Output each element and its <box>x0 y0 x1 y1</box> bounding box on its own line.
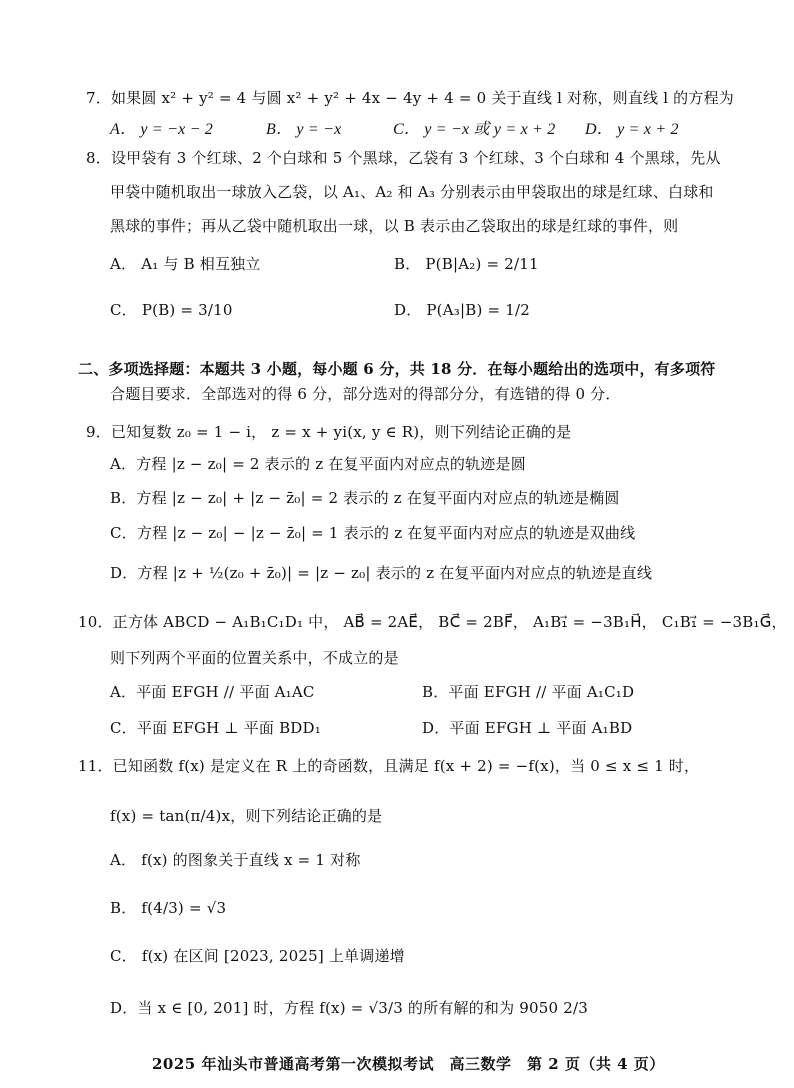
question-11-stem-line-1: 11．已知函数 f(x) 是定义在 R 上的奇函数，且满足 f(x + 2) = −f(x)，当 0 ≤ x ≤ 1 时， <box>78 757 700 775</box>
question-8-option-b: B． P(B|A₂) = 2/11 <box>394 255 539 273</box>
question-11-stem-line-2: f(x) = tan(π/4)x，则下列结论正确的是 <box>110 807 383 825</box>
question-9-option-c: C．方程 |z − z₀| − |z − z̄₀| = 1 表示的 z 在复平面内对应点的轨迹是双曲线 <box>110 524 636 542</box>
question-9-option-a: A．方程 |z − z₀| = 2 表示的 z 在复平面内对应点的轨迹是圆 <box>110 455 526 473</box>
question-11-option-b: B． f(4/3) = √3 <box>110 899 227 917</box>
section-2-heading-line-1: 二、多项选择题：本题共 3 小题，每小题 6 分，共 18 分．在每小题给出的选项中，有多项符 <box>78 360 716 378</box>
question-11-option-d: D．当 x ∈ [0, 201] 时，方程 f(x) = √3/3 的所有解的和为 9050 2/3 <box>110 999 588 1017</box>
question-8-stem-line-2: 甲袋中随机取出一球放入乙袋，以 A₁、A₂ 和 A₃ 分别表示由甲袋取出的球是红球、白球和 <box>110 183 714 201</box>
question-10-stem-line-1: 10．正方体 ABCD − A₁B₁C₁D₁ 中， AB⃗ = 2AE⃗， BC⃗ = 2BF⃗， A₁B₁⃗ = −3B₁H⃗， C₁B₁⃗ = −3B₁G⃗， <box>78 613 787 631</box>
question-7-stem: 7．如果圆 x² + y² = 4 与圆 x² + y² + 4x − 4y + 4 = 0 关于直线 l 对称，则直线 l 的方程为 <box>86 89 734 107</box>
question-8-stem-line-3: 黑球的事件；再从乙袋中随机取出一球，以 B 表示由乙袋取出的球是红球的事件，则 <box>110 217 679 235</box>
question-10-option-c: C．平面 EFGH ⊥ 平面 BDD₁ <box>110 719 321 737</box>
question-8-option-d: D． P(A₃|B) = 1/2 <box>394 301 530 319</box>
question-9-option-b: B．方程 |z − z₀| + |z − z̄₀| = 2 表示的 z 在复平面内对应点的轨迹是椭圆 <box>110 489 620 507</box>
question-7-option-c: C． y = −x 或 y = x + 2 <box>393 121 556 138</box>
page-footer: 2025 年汕头市普通高考第一次模拟考试 高三数学 第 2 页（共 4 页） <box>152 1055 665 1073</box>
question-9-option-d: D．方程 |z + ½(z₀ + z̄₀)| = |z − z₀| 表示的 z 在复平面内对应点的轨迹是直线 <box>110 564 653 582</box>
question-10-option-d: D．平面 EFGH ⊥ 平面 A₁BD <box>422 719 633 737</box>
question-11-option-c: C． f(x) 在区间 [2023, 2025] 上单调递增 <box>110 947 405 965</box>
section-2-heading-line-2: 合题目要求．全部选对的得 6 分，部分选对的得部分分，有选错的得 0 分． <box>110 385 621 403</box>
question-11-option-a: A． f(x) 的图象关于直线 x = 1 对称 <box>110 851 361 869</box>
question-8-option-a: A． A₁ 与 B 相互独立 <box>110 255 261 273</box>
question-10-stem-line-2: 则下列两个平面的位置关系中，不成立的是 <box>110 649 399 667</box>
question-10-option-a: A．平面 EFGH // 平面 A₁AC <box>110 683 315 701</box>
question-8-stem-line-1: 8．设甲袋有 3 个红球、2 个白球和 5 个黑球，乙袋有 3 个红球、3 个白球和 4 个黑球，先从 <box>86 149 721 167</box>
question-7-option-d: D． y = x + 2 <box>585 121 679 138</box>
question-10-option-b: B．平面 EFGH // 平面 A₁C₁D <box>422 683 635 701</box>
question-7-option-b: B． y = −x <box>266 121 342 138</box>
question-8-option-c: C． P(B) = 3/10 <box>110 301 233 319</box>
question-7-option-a: A． y = −x − 2 <box>110 121 213 138</box>
question-9-stem: 9．已知复数 z₀ = 1 − i， z = x + yi(x, y ∈ R)，则下列结论正确的是 <box>86 423 572 441</box>
